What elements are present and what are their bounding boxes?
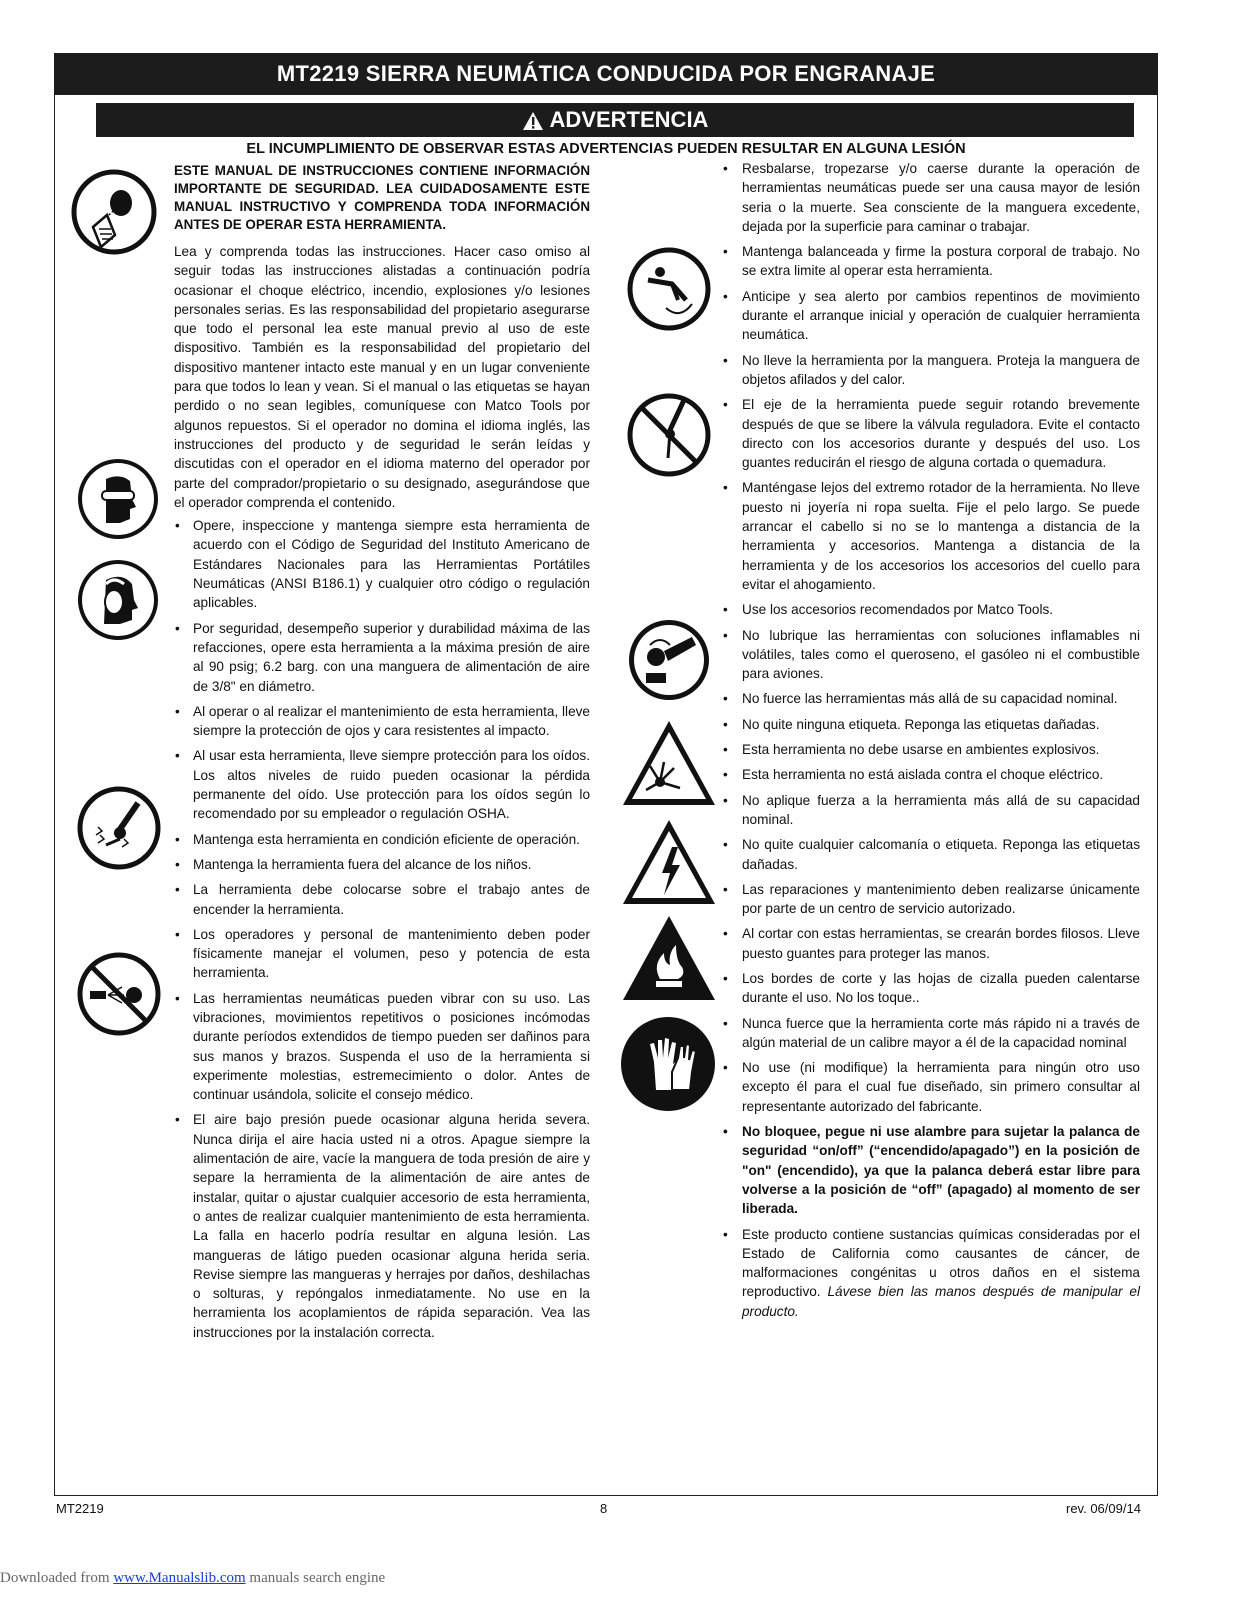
list-item: • Mantenga balanceada y firme la postura corporal de trabajo. No se extra limite al operar esta herramienta.	[722, 242, 1140, 281]
list-item: • El eje de la herramienta puede seguir rotando brevemente después de que se libere la válvula reguladora. Evite el contacto directo con los accesorios durante y después del uso. Los guantes reducirán el riesgo de alguna cortada o quemadura.	[722, 395, 1140, 472]
ear-protection-icon	[76, 558, 160, 642]
list-item: • Manténgase lejos del extremo rotador de la herramienta. No lleve puesto ni joyería ni ropa suelta. Fije el pelo largo. Se puede arrancar el cabello si no se lo mantenga a distancia de la herramienta y accesorios. Mantenga a distancia de la herramienta y de los accesorios los accesorios del cuello para evitar el ahogamiento.	[722, 478, 1140, 594]
left-bullet-list	[174, 516, 590, 1342]
no-carry-by-hose-icon	[626, 392, 712, 478]
intro-bold-text: ESTE MANUAL DE INSTRUCCIONES CONTIENE INFORMACIÓN IMPORTANTE DE SEGURIDAD. LEA CUIDADOSAMENTE ESTE MANUAL INSTRUCTIVO Y COMPRENDA TODA INFORMACIÓN ANTES DE OPERAR ESTA HERRAMIENTA.	[174, 163, 590, 232]
electric-shock-warning-icon	[620, 817, 718, 907]
list-item: • Use los accesorios recomendados por Matco Tools.	[722, 600, 1140, 619]
no-air-at-body-icon	[76, 951, 162, 1037]
footer-model: MT2219	[56, 1501, 104, 1516]
list-item: • Los operadores y personal de mantenimiento deben poder físicamente manejar el volumen, peso y potencia de esta herramienta.	[174, 925, 590, 983]
list-item: • Mantenga la herramienta fuera del alcance de los niños.	[174, 855, 590, 874]
list-item: • Nunca fuerce que la herramienta corte más rápido ni a través de algún material de un calibre mayor a él de la capacidad nominal	[722, 1014, 1140, 1053]
list-item: • Los bordes de corte y las hojas de cizalla pueden calentarse durante el uso. No los toque..	[722, 969, 1140, 1008]
manualslib-link[interactable]: www.Manualslib.com	[113, 1570, 246, 1586]
prop65-text: Este producto contiene sustancias químicas consideradas por el Estado de California como causantes de cáncer, de malformaciones congénitas u otros daños en el sistema reproductivo.	[742, 1226, 1140, 1300]
eye-protection-icon	[76, 457, 160, 541]
explosion-warning-icon	[620, 718, 718, 808]
footer-revision: rev. 06/09/14	[1066, 1501, 1141, 1516]
right-bullet-list	[722, 159, 1140, 1321]
list-item: • No quite cualquier calcomanía o etiqueta. Reponga las etiquetas dañadas.	[722, 835, 1140, 874]
fire-warning-icon	[620, 913, 718, 1003]
entanglement-icon	[626, 617, 712, 703]
list-item: • No lleve la herramienta por la manguera. Proteja la manguera de objetos afilados y del calor.	[722, 351, 1140, 390]
list-item-prop65	[722, 1225, 1140, 1321]
list-item: • No quite ninguna etiqueta. Reponga las etiquetas dañadas.	[722, 715, 1140, 734]
left-column	[174, 162, 590, 1348]
list-item: • Al usar esta herramienta, lleve siempre protección para los oídos. Los altos niveles de ruido pueden ocasionar la pérdida permanente del oído. Use protección para los oídos según lo recomendado por su empleador o regulación OSHA.	[174, 746, 590, 823]
warning-triangle-icon	[522, 111, 544, 131]
list-item: • Mantenga esta herramienta en condición eficiente de operación.	[174, 830, 590, 849]
gloves-icon	[620, 1016, 716, 1112]
list-item: • Esta herramienta no debe usarse en ambientes explosivos.	[722, 740, 1140, 759]
list-item: • La herramienta debe colocarse sobre el trabajo antes de encender la herramienta.	[174, 880, 590, 919]
list-item: • Las herramientas neumáticas pueden vibrar con su uso. Las vibraciones, movimientos repetitivos o posiciones incómodas durante períodos extendidos de tiempo pueden ser dañinos para sus manos y brazos. Suspenda el uso de la herramienta si experimente molestias, estremecimiento o dolor. Antes de continuar usándola, solicite el consejo médico.	[174, 989, 590, 1105]
download-prefix: Downloaded from	[0, 1570, 114, 1586]
list-item: • Al cortar con estas herramientas, se crearán bordes filosos. Lleve puesto guantes para proteger las manos.	[722, 924, 1140, 963]
warning-banner	[96, 103, 1134, 137]
warning-subheading: EL INCUMPLIMIENTO DE OBSERVAR ESTAS ADVERTENCIAS PUEDEN RESULTAR EN ALGUNA LESIÓN	[246, 141, 966, 157]
prop65-italic-text: Lávese bien las manos después de manipular el producto.	[742, 1284, 1140, 1319]
list-item: • El aire bajo presión puede ocasionar alguna herida severa. Nunca dirija el aire hacia usted ni a otros. Apague siempre la alimentación de aire, vacíe la manguera de toda presión de aire y separe la herramienta de la alimentación de aire antes de instalar, quitar o ajustar cualquier accesorio de esta herramienta, o antes de realizar cualquier mantenimiento de esta herramienta. La falla en hacerlo podría resultar en alguna lesión. Las mangueras de látigo pueden ocasionar alguna herida seria. Revise siempre las mangueras y herrajes por daños, deshilachas o solturas, y repóngalos inmediatamente. No use en la herramienta los acoplamientos de rápida separación. Vea las instrucciones por la instalación correcta.	[174, 1110, 590, 1342]
download-suffix: manuals search engine	[245, 1570, 386, 1586]
list-item: • Las reparaciones y mantenimiento deben realizarse únicamente por parte de un centro de servicio autorizado.	[722, 880, 1140, 919]
list-item: • No lubrique las herramientas con soluciones inflamables ni volátiles, tales como el queroseno, el gasóleo ni el combustible para aviones.	[722, 626, 1140, 684]
slip-trip-fall-icon	[626, 246, 712, 332]
download-notice	[0, 1570, 385, 1587]
footer-page-number: 8	[600, 1501, 608, 1516]
list-item: • No fuerce las herramientas más allá de su capacidad nominal.	[722, 689, 1140, 708]
read-manual-icon	[71, 169, 157, 255]
list-item: • No bloquee, pegue ni use alambre para sujetar la palanca de seguridad “on/off” (“encendido/apagado”) en la posición de "on" (encendido), ya que la palanca deberá estar libre para volverse a la posición de “off” (apagado) al momento de ser liberada.	[722, 1122, 1140, 1218]
vibration-hand-icon	[76, 785, 162, 871]
list-item: • Al operar o al realizar el mantenimiento de esta herramienta, lleve siempre la protección de ojos y cara resistentes al impacto.	[174, 702, 590, 741]
list-item: • Resbalarse, tropezarse y/o caerse durante la operación de herramientas neumáticas puede ser una causa mayor de lesión seria o la muerte. Sea consciente de la manguera excedente, dejada por la superficie para caminar o trabajar.	[722, 159, 1140, 236]
intro-paragraph: Lea y comprenda todas las instrucciones. Hacer caso omiso al seguir todas las instrucciones alistadas a continuación podría ocasionar el choque eléctrico, incendio, explosiones y/o lesiones personales serias. Es las responsabilidad del propietario asegurarse que todo el personal lea este manual previo al uso de este dispositivo. También es la responsabilidad del propietario del dispositivo mantener intacto este manual y en un lugar conveniente para que todos lo lean y vean. Si el manual o las etiquetas se hayan perdido o no sean legibles, comuníquese con Matco Tools por algunos repuestos. Si el operador no domina el idioma inglés, las instrucciones del producto y de seguridad le serán leídas y discutidas con el operador en el idioma materno del operador por parte del comprador/propietario o su designado, asegurándose que el operador comprenda el contenido.	[174, 244, 590, 510]
list-item: • Anticipe y sea alerto por cambios repentinos de movimiento durante el arranque inicial y operación de cualquier herramienta neumática.	[722, 287, 1140, 345]
list-item: • No use (ni modifique) la herramienta para ningún otro uso excepto él para el cual fue diseñado, sin primero consultar al representante autorizado del fabricante.	[722, 1058, 1140, 1116]
list-item: • No aplique fuerza a la herramienta más allá de su capacidad nominal.	[722, 791, 1140, 830]
warning-label: ADVERTENCIA	[549, 107, 709, 132]
list-item: • Opere, inspeccione y mantenga siempre esta herramienta de acuerdo con el Código de Seguridad del Instituto Americano de Estándares Nacionales para las Herramientas Portátiles Neumáticas (ANSI B186.1) y cualquier otro código o regulación aplicables.	[174, 516, 590, 612]
list-item: • Esta herramienta no está aislada contra el choque eléctrico.	[722, 765, 1140, 784]
list-item: • Por seguridad, desempeño superior y durabilidad máxima de las refacciones, opere esta herramienta a la máxima presión de aire al 90 psig; 6.2 barg. con una manguera de alimentación de aire de 3/8" en diámetro.	[174, 619, 590, 696]
page-title: MT2219 SIERRA NEUMÁTICA CONDUCIDA POR ENGRANAJE	[54, 53, 1158, 95]
right-column	[722, 159, 1140, 1327]
